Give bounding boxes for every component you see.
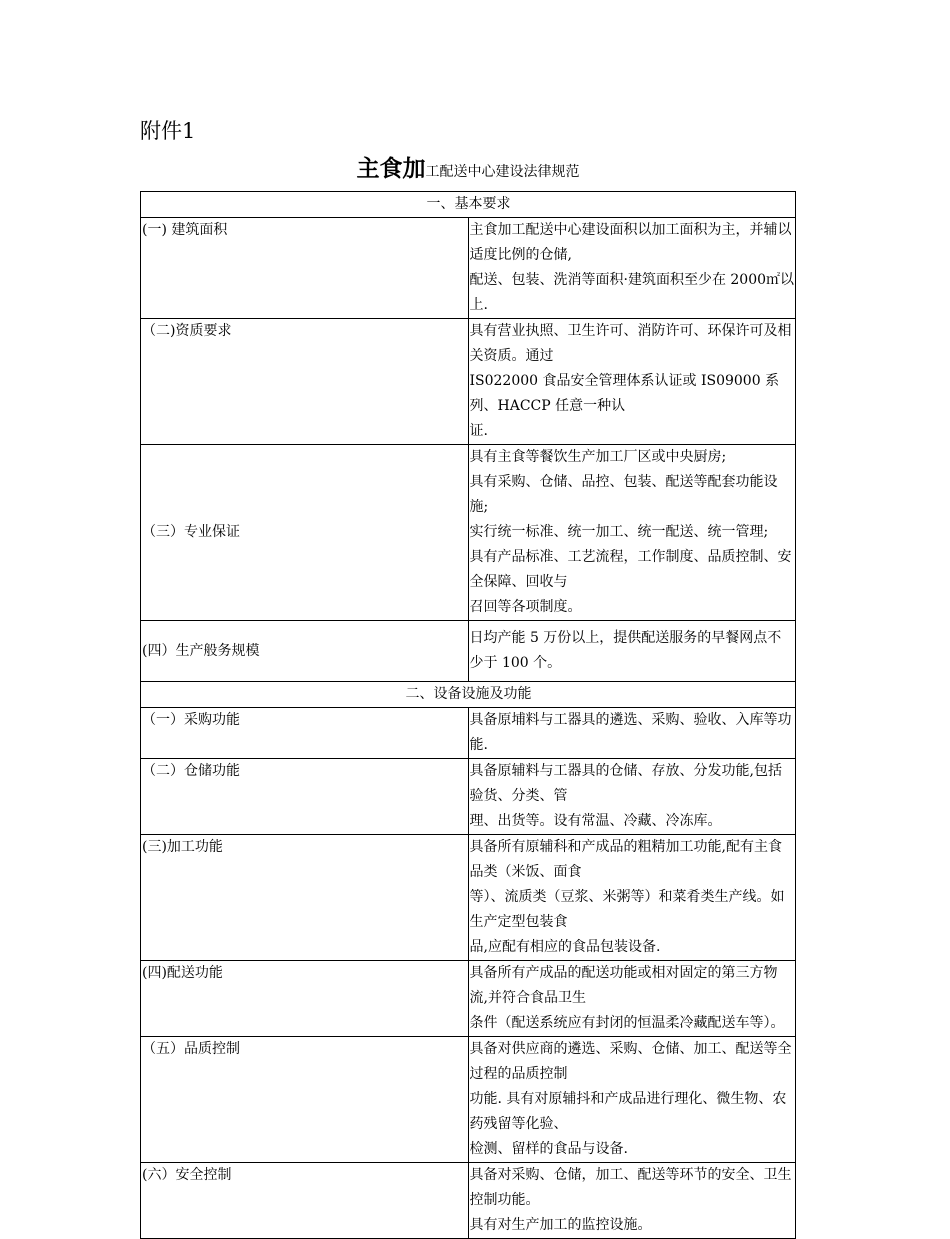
content-line: 召回等各项制度。 bbox=[469, 599, 582, 615]
section-heading: 二、设备设施及功能 bbox=[141, 682, 796, 708]
table-row bbox=[141, 445, 796, 621]
content-line: 具有采购、仓储、品控、包装、配送等配套功能设施; bbox=[469, 474, 778, 515]
document-title bbox=[140, 150, 796, 183]
content-line: 理、出货等。设有常温、冷藏、冷冻库。 bbox=[469, 813, 722, 829]
title-bold-part: 主食加 bbox=[356, 156, 426, 182]
row-label: (六）安全控制 bbox=[141, 1163, 469, 1239]
content-line: 证. bbox=[469, 423, 488, 439]
row-content bbox=[468, 445, 796, 621]
row-content bbox=[468, 1037, 796, 1163]
content-line: 品,应配有相应的食品包装设备. bbox=[469, 939, 661, 955]
content-line: 具有营业执照、卫生许可、消防许可、环保许可及相关资质。通过 bbox=[469, 323, 792, 364]
row-content bbox=[468, 1163, 796, 1239]
section-heading-row bbox=[141, 682, 796, 708]
row-content bbox=[468, 708, 796, 759]
row-content bbox=[468, 621, 796, 682]
row-content bbox=[468, 835, 796, 961]
row-label: (三)加工功能 bbox=[141, 835, 469, 961]
row-content bbox=[468, 961, 796, 1037]
row-label: (一) 建筑面积 bbox=[141, 218, 469, 319]
content-line: 具备原埔料与工器具的遴选、采购、验收、入库等功能. bbox=[469, 712, 792, 753]
row-label: （二）仓储功能 bbox=[141, 759, 469, 835]
table-row bbox=[141, 319, 796, 445]
table-row bbox=[141, 1037, 796, 1163]
row-label: (四）生产般务规模 bbox=[141, 621, 469, 682]
row-content bbox=[468, 218, 796, 319]
content-line: 功能. 具有对原辅抖和产成品进行理化、微生物、农药残留等化验、 bbox=[469, 1091, 787, 1132]
table-row bbox=[141, 621, 796, 682]
content-line: IS022000 食品安全管理体系认证或 IS09000 系列、HACCP 任意一种认 bbox=[469, 373, 780, 414]
content-line: 检测、留样的食品与设备. bbox=[469, 1141, 628, 1157]
content-line: 具备所有产成品的配送功能或相对固定的第三方物流,并符合食品卫生 bbox=[469, 965, 778, 1006]
content-line: 具备原辅料与工器具的仓储、存放、分发功能,包括验货、分类、管 bbox=[469, 763, 782, 804]
content-line: 配送、包装、洗消等面积·建筑面积至少在 2000㎡以上. bbox=[469, 272, 795, 313]
row-label: (四)配送功能 bbox=[141, 961, 469, 1037]
table-row bbox=[141, 218, 796, 319]
section-heading-row bbox=[141, 192, 796, 218]
content-line: 具有对生产加工的监控设施。 bbox=[469, 1217, 652, 1233]
table-row bbox=[141, 835, 796, 961]
row-content bbox=[468, 759, 796, 835]
row-label: （二)资质要求 bbox=[141, 319, 469, 445]
content-line: 日均产能 5 万份以上，提供配送服务的早餐网点不少于 100 个。 bbox=[469, 630, 782, 671]
spec-table bbox=[140, 191, 796, 1239]
content-line: 主食加工配送中心建设面积以加工面积为主，并辅以适度比例的仓储, bbox=[469, 222, 792, 263]
content-line: 实行统一标准、统一加工、统一配送、统一管理; bbox=[469, 524, 769, 540]
row-label: （一）采购功能 bbox=[141, 708, 469, 759]
content-line: 具有产品标准、工艺流程，工作制度、品质控制、安全保障、回收与 bbox=[469, 549, 792, 590]
table-row bbox=[141, 961, 796, 1037]
row-content bbox=[468, 319, 796, 445]
content-line: 具有主食等餐饮生产加工厂区或中央厨房; bbox=[469, 449, 727, 465]
table-row bbox=[141, 759, 796, 835]
row-label: （五）品质控制 bbox=[141, 1037, 469, 1163]
content-line: 条件（配送系统应有封闭的恒温柔冷藏配送车等）。 bbox=[469, 1015, 785, 1031]
attachment-label: 附件1 bbox=[140, 119, 196, 143]
content-line: 具备对供应商的遴选、采购、仓储、加工、配送等全过程的品质控制 bbox=[469, 1041, 792, 1082]
content-line: 具备对采购、仓储，加工、配送等环节的安全、卫生控制功能。 bbox=[469, 1167, 792, 1208]
row-label: （三）专业保证 bbox=[141, 445, 469, 621]
content-line: 具备所有原辅科和产成品的粗精加工功能,配有主食品类（米饭、面食 bbox=[469, 839, 782, 880]
table-row bbox=[141, 708, 796, 759]
title-rest: 工配送中心建设法律规范 bbox=[425, 164, 580, 180]
content-line: 等）、流质类（豆浆、米粥等）和菜肴类生产线。如生产定型包装食 bbox=[469, 889, 785, 930]
table-row bbox=[141, 1163, 796, 1239]
section-heading: 一、基本要求 bbox=[141, 192, 796, 218]
